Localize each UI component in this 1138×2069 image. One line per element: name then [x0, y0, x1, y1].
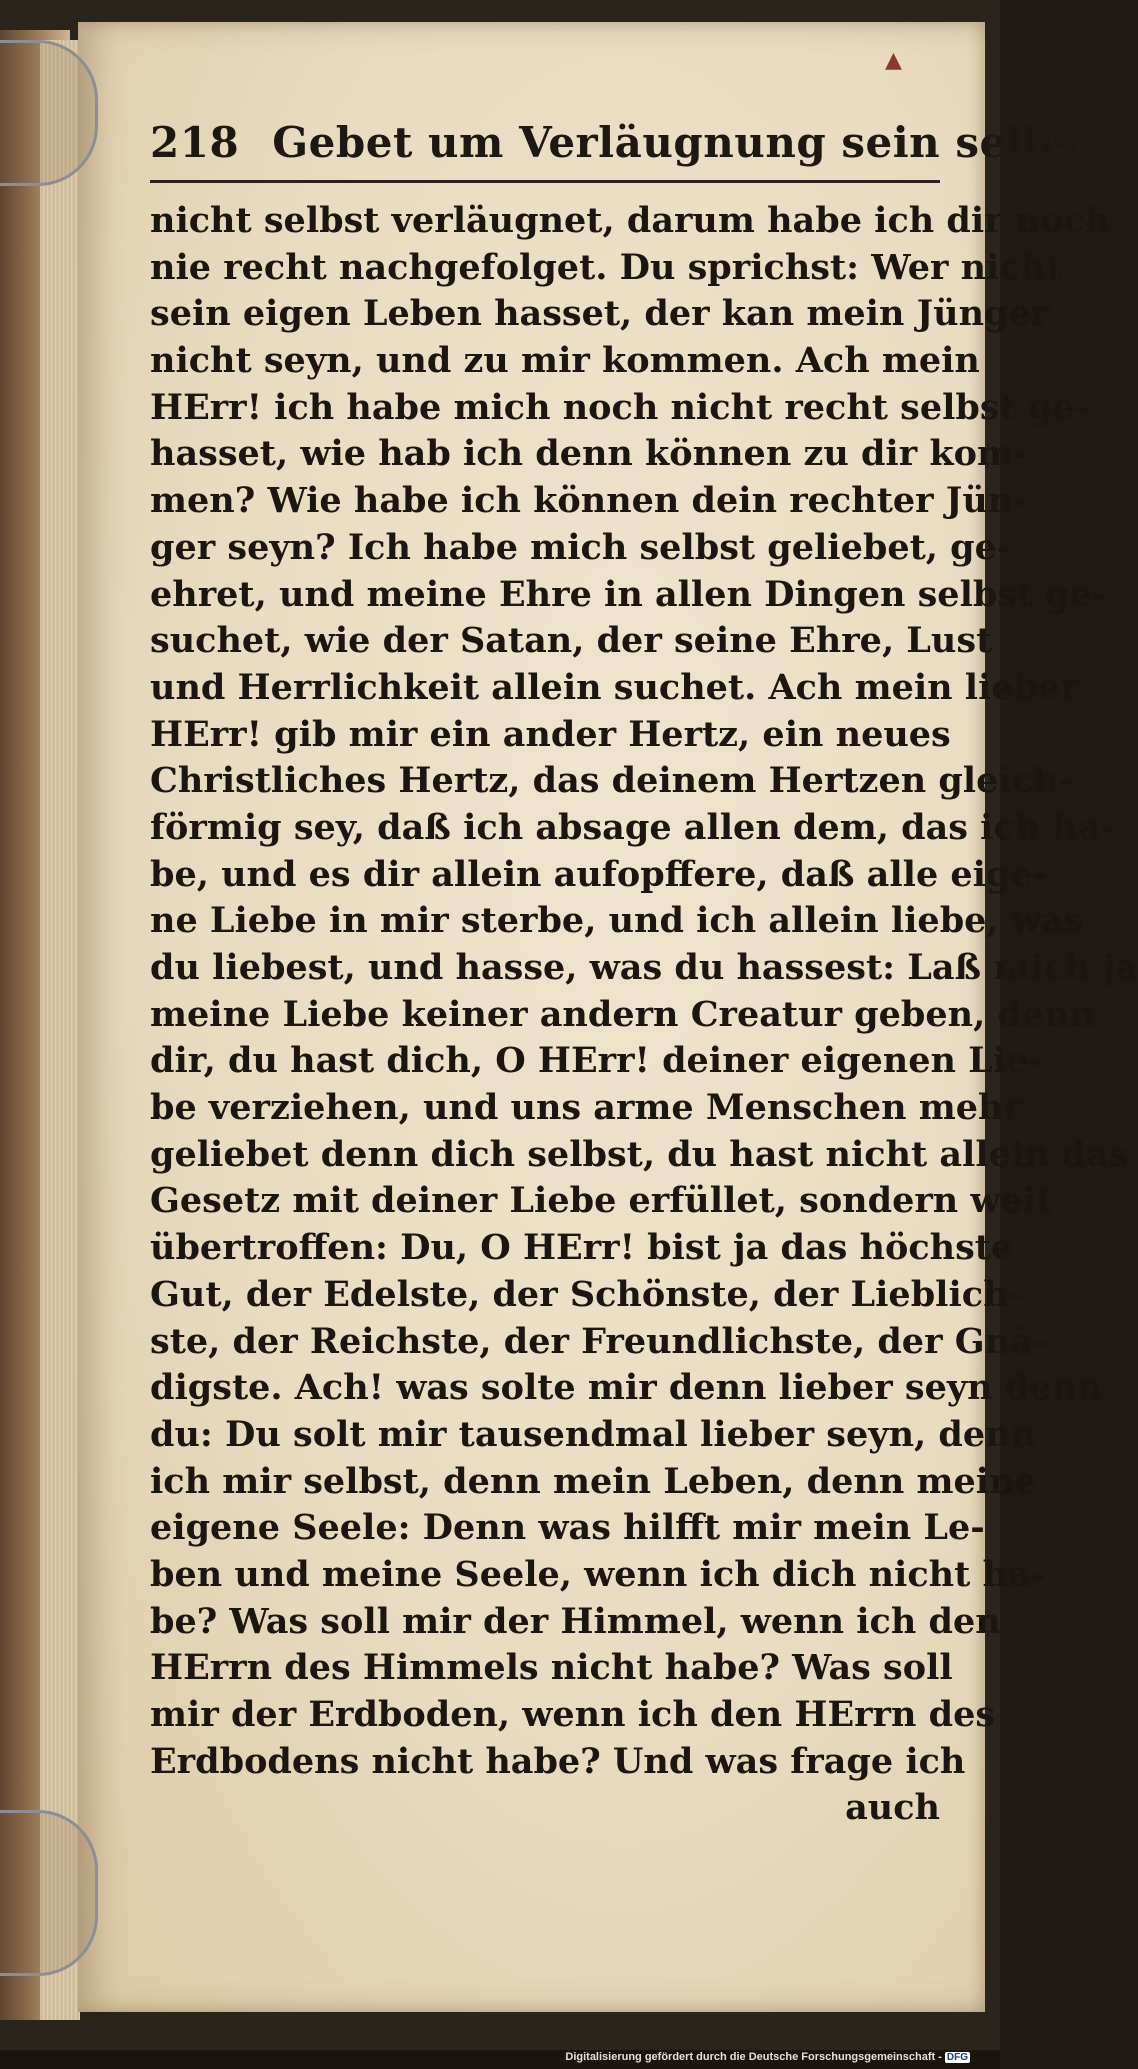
text-line: ne Liebe in mir sterbe, und ich allein liebe, was: [150, 900, 1084, 942]
text-line: Gesetz mit deiner Liebe erfüllet, sondern weit: [150, 1180, 1053, 1222]
page-number: 218: [150, 118, 240, 167]
text-line: du liebest, und hasse, was du hassest: Laß mich ja: [150, 947, 1138, 988]
text-line: übertroffen: Du, O HErr! bist ja das höchste: [150, 1227, 1014, 1269]
running-title: Gebet um Verläugnung sein selbst.: [272, 118, 1113, 167]
text-line: men? Wie habe ich können dein rechter Jün-: [150, 480, 1028, 522]
text-line: suchet, wie der Satan, der seine Ehre, Lust: [150, 620, 993, 662]
text-line: be, und es dir allein aufopffere, daß alle eige-: [150, 853, 1048, 895]
text-line: ich mir selbst, denn mein Leben, denn meine: [150, 1460, 1037, 1502]
clasp-top-icon: [0, 40, 98, 186]
text-line: sein eigen Leben hasset, der kan mein Jünger: [150, 293, 1050, 335]
text-line: geliebet denn dich selbst, du hast nicht allein das: [150, 1133, 1129, 1175]
text-line: ger seyn? Ich habe mich selbst geliebet, ge-: [150, 526, 1012, 568]
text-line: ste, der Reichste, der Freundlichste, der Gnä-: [150, 1320, 1048, 1362]
text-line: digste. Ach! was solte mir denn lieber seyn denn: [150, 1367, 1103, 1409]
text-line: Christliches Hertz, das deinem Hertzen gleich-: [150, 760, 1073, 802]
credit-text: Digitalisierung gefördert durch die Deutsche Forschungsgemeinschaft -: [565, 2051, 942, 2063]
text-line: ben und meine Seele, wenn ich dich nicht ha-: [150, 1553, 1046, 1595]
text-line: hasset, wie hab ich denn können zu dir kom-: [150, 433, 1029, 475]
text-line: und Herrlichkeit allein suchet. Ach mein lieber: [150, 666, 1079, 708]
text-line: nicht seyn, und zu mir kommen. Ach mein: [150, 340, 980, 382]
text-line: HErr! ich habe mich noch nicht recht selbst ge-: [150, 386, 1090, 428]
body-text: [150, 198, 1138, 1832]
clasp-bottom-icon: [0, 1810, 98, 1976]
text-line: dir, du hast dich, O HErr! deiner eigenen Lie-: [150, 1040, 1043, 1082]
text-line: ehret, und meine Ehre in allen Dingen selbst ge-: [150, 573, 1107, 615]
page-stack-edge: [40, 40, 80, 2020]
text-line: nicht selbst verläugnet, darum habe ich dir noch: [150, 200, 1111, 241]
text-line: Erdbodens nicht habe? Und was frage ich: [150, 1740, 966, 1782]
text-line: be? Was soll mir der Himmel, wenn ich den: [150, 1600, 1001, 1642]
text-line: förmig sey, daß ich absage allen dem, das ich ha-: [150, 806, 1116, 848]
header-rule: [150, 180, 940, 183]
text-line: nie recht nachgefolget. Du sprichst: Wer nicht: [150, 246, 1063, 288]
text-line: HErr! gib mir ein ander Hertz, ein neues: [150, 713, 951, 755]
text-line: Gut, der Edelste, der Schönste, der Lieblich-: [150, 1273, 1024, 1315]
page-header: [150, 118, 1113, 178]
text-line: du: Du solt mir tausendmal lieber seyn, denn: [150, 1413, 1037, 1455]
text-line: HErrn des Himmels nicht habe? Was soll: [150, 1647, 953, 1689]
ink-mark-icon: ▲: [885, 48, 902, 73]
text-line: eigene Seele: Denn was hilfft mir mein Le-: [150, 1507, 985, 1549]
text-line: be verziehen, und uns arme Menschen mehr: [150, 1087, 1022, 1129]
catchword: auch: [845, 1787, 940, 1829]
text-line: mir der Erdboden, wenn ich den HErrn des: [150, 1694, 996, 1735]
text-line: meine Liebe keiner andern Creatur geben, denn: [150, 993, 1096, 1035]
dfg-logo-icon: DFG: [946, 2052, 968, 2063]
digitization-credit: [565, 2051, 970, 2063]
